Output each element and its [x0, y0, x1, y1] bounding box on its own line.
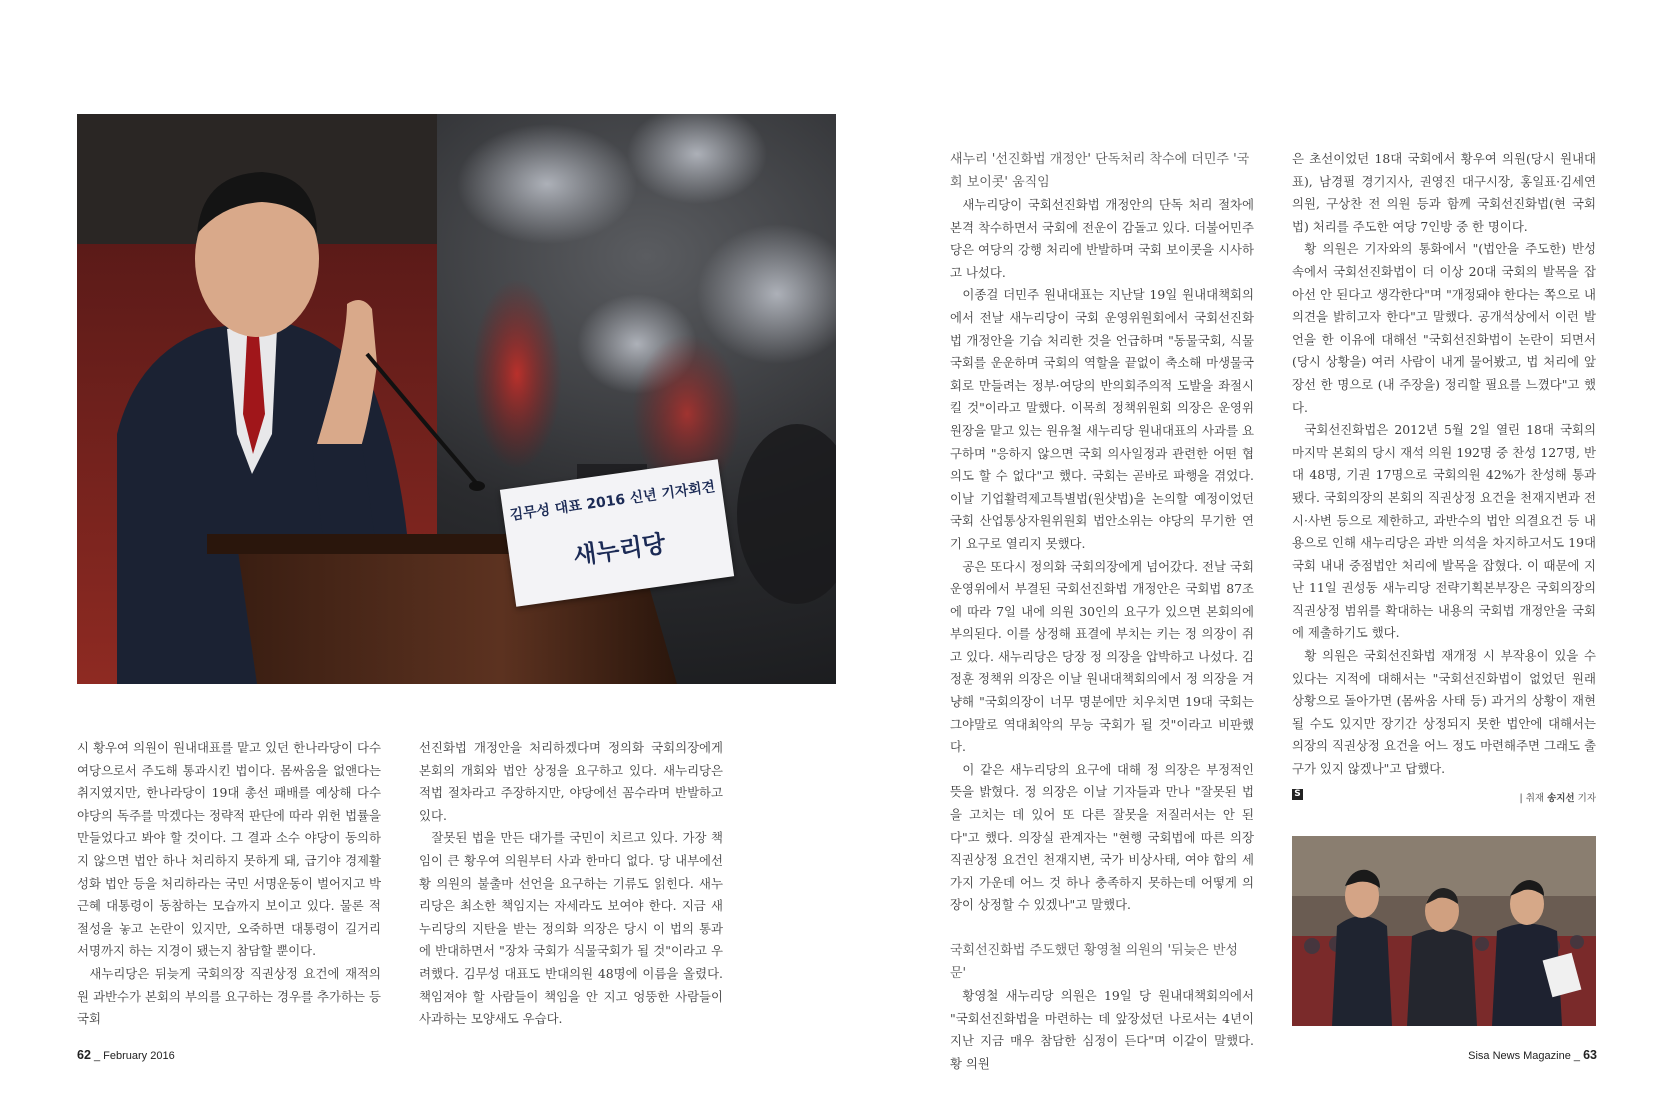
- end-mark-icon: S: [1292, 789, 1303, 800]
- podium-sign-line2: 새누리당: [571, 529, 668, 571]
- paragraph: 공은 또다시 정의화 국회의장에게 넘어갔다. 전날 국회 운영위에서 부결된 국회선진화법 개정안은 국회법 87조에 따라 7일 내에 의원 30인의 요구가 있으면 본회의에 부의된다. 이를 상정해 표결에 부치는 키는 정 의장이 쥐고 있다. 새누리당은 당장 정 의장을 압박하고 나섰다. 김정훈 정책위 의장은 이날 원내대책회의에서 정 의장을 겨냥해 "국회의장이 너무 명분에만 치우치면 19대 국회는 그야말로 역대최악의 무능 국회가 될 것"이라고 비판했다.: [950, 558, 1254, 755]
- paragraph: 은 초선이었던 18대 국회에서 황우여 의원(당시 원내대표), 남경필 경기지사, 권영진 대구시장, 홍일표·김세연 의원, 구상찬 전 의원 등과 함께 국회선진화법(현 국회법) 처리를 주도한 여당 7인방 중 한 명이다.: [1292, 151, 1596, 234]
- paragraph: 선진화법 개정안을 처리하겠다며 정의화 국회의장에게 본회의 개회와 법안 상정을 요구하고 있다. 새누리당은 적법 절차라고 주장하지만, 야당에선 꼼수라며 반발하고 있다.: [419, 740, 723, 823]
- meeting-photo: [1292, 836, 1596, 1026]
- paragraph: 이종걸 더민주 원내대표는 지난달 19일 원내대책회의에서 전날 새누리당이 국회 운영위원회에서 국회선진화법 개정안을 기습 처리한 것을 언급하며 "동물국회, 식물국회를 운운하며 국회의 역할을 끝없이 축소해 마생물국회로 만들려는 정부·여당의 반의회주의적 도발을 좌절시킬 것"이라고 말했다. 이목희 정책위원회 의장은 운영위원장을 맡고 있는 원유철 새누리당 원내대표의 사과를 요구하며 "응하지 않으면 국회 의사일정과 관련한 어떤 협의도 할 수 없다"고 했다. 국회는 곧바로 파행을 겪었다. 이날 기업활력제고특별법(원샷법)을 논의할 예정이었던 국회 산업통상자원위원회 법안소위는 야당의 무기한 연기 요구로 열리지 못했다.: [950, 287, 1254, 551]
- press-conference-photo: [77, 114, 836, 684]
- page-number: 63: [1583, 1048, 1597, 1062]
- issue-date: February 2016: [103, 1050, 175, 1062]
- paragraph: 국회선진화법은 2012년 5월 2일 열린 18대 국회의 마지막 본회의 당시 재석 의원 192명 중 찬성 127명, 반대 48명, 기권 17명으로 국회의원 42%가 찬성해 통과됐다. 국회의장의 본회의 직권상정 요건을 천재지변과 전시·사변 등으로 제한하고, 과반수의 법안 의결요건 등 내용으로 인해 새누리당은 과반 의석을 차지하고서도 19대 국회 내내 중점법안 처리에 발목을 잡혔다. 이 때문에 지난 11일 권성동 새누리당 전략기획본부장은 국회의장의 직권상정 범위를 확대하는 내용의 국회법 개정안을 국회에 제출하기도 했다.: [1292, 422, 1596, 641]
- byline: | 취재 송지선 기자: [1519, 793, 1596, 804]
- byline-suffix: 기자: [1577, 793, 1596, 804]
- paragraph: 황 의원은 기자와의 통화에서 "(법안을 주도한) 반성 속에서 국회선진화법이 더 이상 20대 국회의 발목을 잡아선 안 된다고 생각한다"며 "개정돼야 한다는 쪽으로 내 의견을 밝히고자 한다"고 말했다. 공개석상에서 이런 발언을 한 이유에 대해선 "국회선진화법이 논란이 되면서 (당시 상황을) 여러 사람이 내게 물어봤고, 법 처리에 앞장선 한 명으로 (내 주장을) 정리할 필요를 느꼈다"고 했다.: [1292, 241, 1596, 415]
- right-folio: Sisa News Magazine _ 63: [1468, 1048, 1597, 1062]
- left-folio: 62 _ February 2016: [77, 1048, 175, 1062]
- section-subheading: 새누리 '선진화법 개정안' 단독처리 착수에 더민주 '국회 보이콧' 움직임: [950, 152, 1250, 190]
- paragraph: 새누리당은 뒤늦게 국회의장 직권상정 요건에 재적의원 과반수가 본회의 부의를 요구하는 경우를 추가하는 등 국회: [77, 965, 381, 1027]
- left-column-2: [419, 737, 723, 1031]
- byline-label: 취재: [1525, 793, 1545, 804]
- byline-name: 송지선: [1547, 793, 1575, 804]
- paragraph: 시 황우여 의원이 원내대표를 맡고 있던 한나라당이 다수 여당으로서 주도해 통과시킨 법이다. 몸싸움을 없앤다는 취지였지만, 한나라당이 19대 총선 패배를 예상해 다수 야당의 독주를 막겠다는 정략적 판단에 따라 위헌 법률을 만들었다고 봐야 할 것이다. 그 결과 소수 야당이 동의하지 않으면 법안 하나 처리하지 못하게 돼, 급기야 경제활성화 법안 등을 처리하라는 국민 서명운동이 벌어지고 박근혜 대통령이 동참하는 모습까지 보이고 있다. 물론 적절성을 놓고 논란이 있지만, 오죽하면 대통령이 길거리 서명까지 하는 지경이 됐는지 참담할 뿐이다.: [77, 740, 381, 959]
- paragraph: 황 의원은 국회선진화법 재개정 시 부작용이 있을 수 있다는 지적에 대해서는 "국회선진화법이 없었던 원래 상황으로 돌아가면 (몸싸움 사태 등) 과거의 상황이 재현될 수도 있지만 장기간 상정되지 못한 법안에 대해서는 의장의 직권상정 요건을 어느 정도 마련해주면 그래도 출구가 있지 않겠나"고 답했다.: [1292, 648, 1596, 777]
- page-number: 62: [77, 1048, 91, 1062]
- right-column-4: [1292, 148, 1596, 803]
- meeting-illustration: [1292, 836, 1596, 1026]
- paragraph: 황영철 새누리당 의원은 19일 당 원내대책회의에서 "국회선진화법을 마련하는 데 앞장섰던 나로서는 4년이 지난 지금 매우 참담한 심정이 든다"며 이같이 말했다. 황 의원: [950, 988, 1254, 1071]
- paragraph: 잘못된 법을 만든 대가를 국민이 치르고 있다. 가장 책임이 큰 황우여 의원부터 사과 한마디 없다. 당 내부에선 황 의원의 불출마 선언을 요구하는 기류도 읽힌다. 새누리당은 최소한 책임지는 자세라도 보여야 한다. 지금 새누리당의 지탄을 받는 정의화 의장은 당시 이 법의 통과에 반대하면서 "장차 국회가 식물국회가 될 것"이라고 우려했다. 김무성 대표도 반대의원 48명에 이름을 올렸다. 책임져야 할 사람들이 책임을 안 지고 엉뚱한 사람들이 사과하는 모양새도 우습다.: [419, 830, 723, 1027]
- press-conference-illustration: [77, 114, 836, 684]
- left-column-1: [77, 737, 381, 1031]
- paragraph: 새누리당이 국회선진화법 개정안의 단독 처리 절차에 본격 착수하면서 국회에 전운이 감돌고 있다. 더불어민주당은 여당의 강행 처리에 반발하며 국회 보이콧을 시사하고 나섰다.: [950, 197, 1254, 280]
- magazine-name: Sisa News Magazine: [1468, 1050, 1571, 1062]
- section-subheading-2: 국회선진화법 주도했던 황영철 의원의 '뒤늦은 반성문': [950, 943, 1238, 981]
- right-column-3: [950, 148, 1254, 1075]
- paragraph: 이 같은 새누리당의 요구에 대해 정 의장은 부정적인 뜻을 밝혔다. 정 의장은 이날 기자들과 만나 "잘못된 법을 고치는 데 있어 또 다른 잘못을 저질러서는 안 된다"고 했다. 의장실 관계자는 "현행 국회법에 따른 의장 직권상정 요건인 천재지변, 국가 비상사태, 여야 합의 세 가지 가운데 어느 것 하나 충족하지 못하는데 어떻게 의장이 상정할 수 있겠나"고 말했다.: [950, 761, 1254, 913]
- podium-sign-line1: 김무성 대표 2016 신년 기자회견: [508, 478, 717, 524]
